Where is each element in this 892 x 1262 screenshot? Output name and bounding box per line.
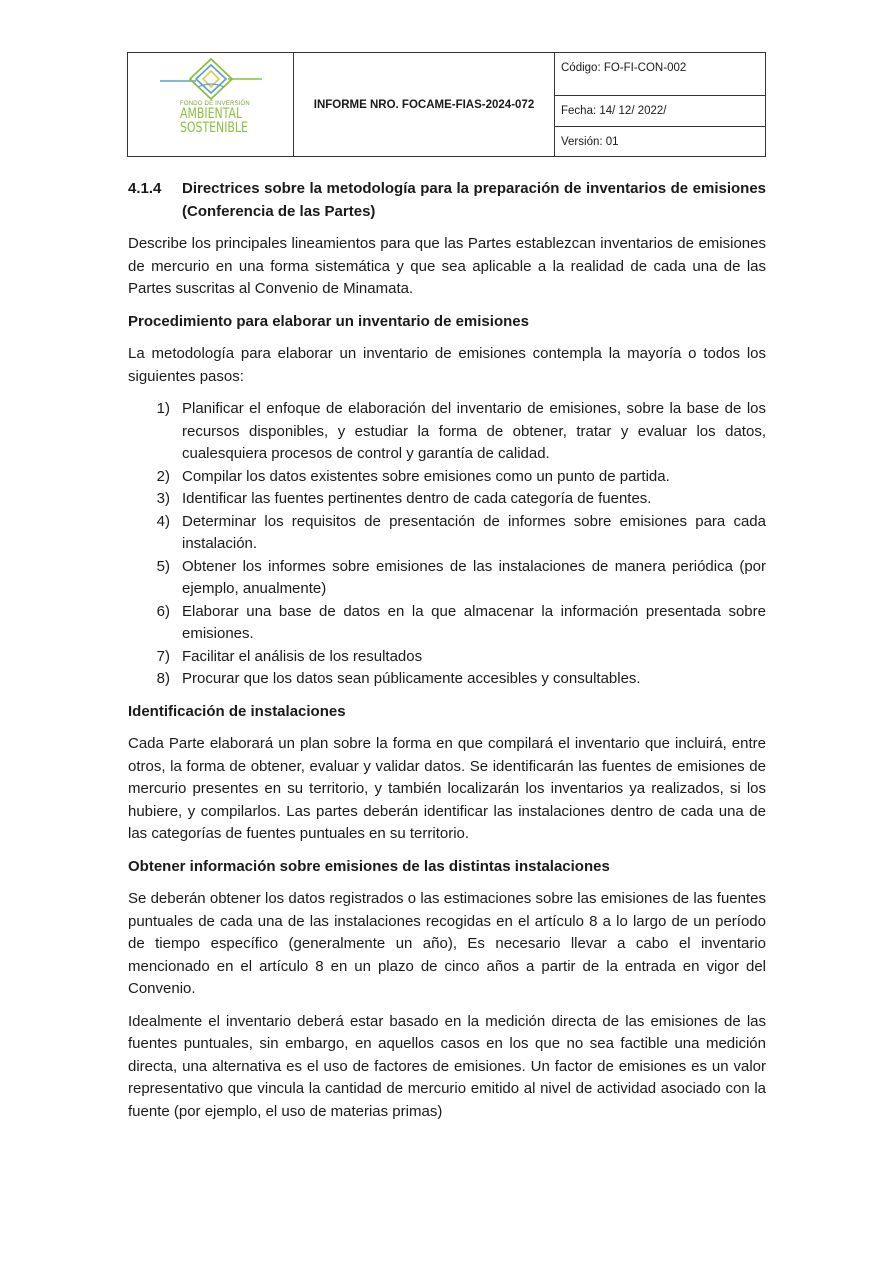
section-title: Directrices sobre la metodología para la preparación de inventarios de emisiones (Conferencia de las Partes) bbox=[182, 180, 766, 220]
list-item bbox=[128, 466, 766, 489]
step-number: 5) bbox=[156, 557, 170, 575]
step-number: 3) bbox=[156, 490, 170, 507]
obtain-info-paragraph-2: Idealmente el inventario deberá estar basado en la medición directa de las emisiones de las fuentes puntuales, sin embargo, en aquellos casos en los que no sea factible una medición directa, una alternativa es el uso de factores de emisiones. Un factor de emisiones es un valor representativo que vincula la cantidad de mercurio emitido al nivel de actividad asociado con la fuente (por ejemplo, el uso de materias primas) bbox=[128, 1012, 766, 1120]
identification-heading: Identificación de instalaciones bbox=[128, 702, 346, 720]
report-title: INFORME NRO. FOCAME-FIAS-2024-072 bbox=[294, 53, 555, 156]
step-number: 8) bbox=[156, 670, 170, 687]
procedure-steps bbox=[128, 398, 766, 691]
list-item bbox=[128, 556, 766, 601]
logo-line-1: FONDO DE INVERSIÓN bbox=[180, 101, 250, 107]
obtain-info-heading: Obtener información sobre emisiones de las distintas instalaciones bbox=[128, 857, 610, 875]
logo-cell bbox=[128, 53, 294, 156]
procedure-intro: La metodología para elaborar un inventario de emisiones contempla la mayoría o todos los siguientes pasos: bbox=[128, 345, 766, 385]
list-item bbox=[128, 398, 766, 466]
step-text: Planificar el enfoque de elaboración del inventario de emisiones, sobre la base de los recursos disponibles, y estudiar la forma de obtener, tratar y evaluar los datos, cualesquiera procesos de control y garantía de calidad. bbox=[182, 400, 766, 462]
logo-line-2: AMBIENTAL bbox=[180, 106, 243, 122]
section-intro: Describe los principales lineamientos para que las Partes establezcan inventarios de emisiones de mercurio en una forma sistemática y que sea aplicable a la realidad de cada una de las Partes suscritas al Convenio de Minamata. bbox=[128, 235, 766, 297]
list-item bbox=[128, 601, 766, 646]
obtain-info-paragraph-1: Se deberán obtener los datos registrados o las estimaciones sobre las emisiones de las fuentes puntuales de cada una de las instalaciones recogidas en el artículo 8 a lo largo de un período de tiempo específico (generalmente un año), Es necesario llevar a cabo el inventario mencionado en el artículo 8 en un plazo de cinco años a partir de la entrada en vigor del Convenio. bbox=[128, 890, 766, 997]
step-number: 7) bbox=[156, 647, 170, 665]
step-text: Procurar que los datos sean públicamente accesibles y consultables. bbox=[182, 670, 641, 687]
list-item bbox=[128, 488, 766, 511]
list-item bbox=[128, 511, 766, 556]
section-number: 4.1.4 bbox=[128, 180, 162, 197]
logo-text bbox=[180, 101, 267, 135]
step-text: Obtener los informes sobre emisiones de las instalaciones de manera periódica (por ejemplo, anualmente) bbox=[182, 557, 766, 597]
document-code: Código: FO-FI-CON-002 bbox=[555, 53, 765, 96]
step-text: Compilar los datos existentes sobre emisiones como un punto de partida. bbox=[182, 467, 670, 485]
logo-line-3: SOSTENIBLE bbox=[180, 120, 248, 136]
list-item bbox=[128, 646, 766, 669]
document-header-table bbox=[127, 52, 766, 157]
document-body bbox=[128, 178, 766, 1133]
list-item bbox=[128, 668, 766, 691]
step-text: Identificar las fuentes pertinentes dentro de cada categoría de fuentes. bbox=[182, 490, 652, 507]
step-text: Determinar los requisitos de presentación de informes sobre emisiones para cada instalación. bbox=[182, 512, 766, 552]
header-meta bbox=[555, 53, 765, 156]
step-number: 6) bbox=[156, 602, 170, 620]
step-number: 1) bbox=[156, 400, 170, 417]
step-text: Elaborar una base de datos en la que almacenar la información presentada sobre emisiones. bbox=[182, 602, 766, 642]
fund-logo-icon bbox=[158, 57, 268, 103]
step-number: 4) bbox=[156, 512, 170, 530]
section-heading bbox=[128, 178, 766, 223]
step-number: 2) bbox=[156, 467, 170, 485]
step-text: Facilitar el análisis de los resultados bbox=[182, 647, 423, 665]
procedure-heading: Procedimiento para elaborar un inventario de emisiones bbox=[128, 312, 529, 330]
document-date: Fecha: 14/ 12/ 2022/ bbox=[555, 96, 765, 127]
identification-text: Cada Parte elaborará un plan sobre la forma en que compilará el inventario que incluirá, entre otros, la forma de obtener, evaluar y validar datos. Se identificarán las fuentes de emisiones de mercurio presentes en su territorio, y también localizarán los inventarios ya realizados, si los hubiere, y compilarlos. Las partes deberán identificar las instalaciones dentro de cada una de las categorías de fuentes puntuales en su territorio. bbox=[128, 735, 766, 842]
document-version: Versión: 01 bbox=[561, 135, 619, 148]
